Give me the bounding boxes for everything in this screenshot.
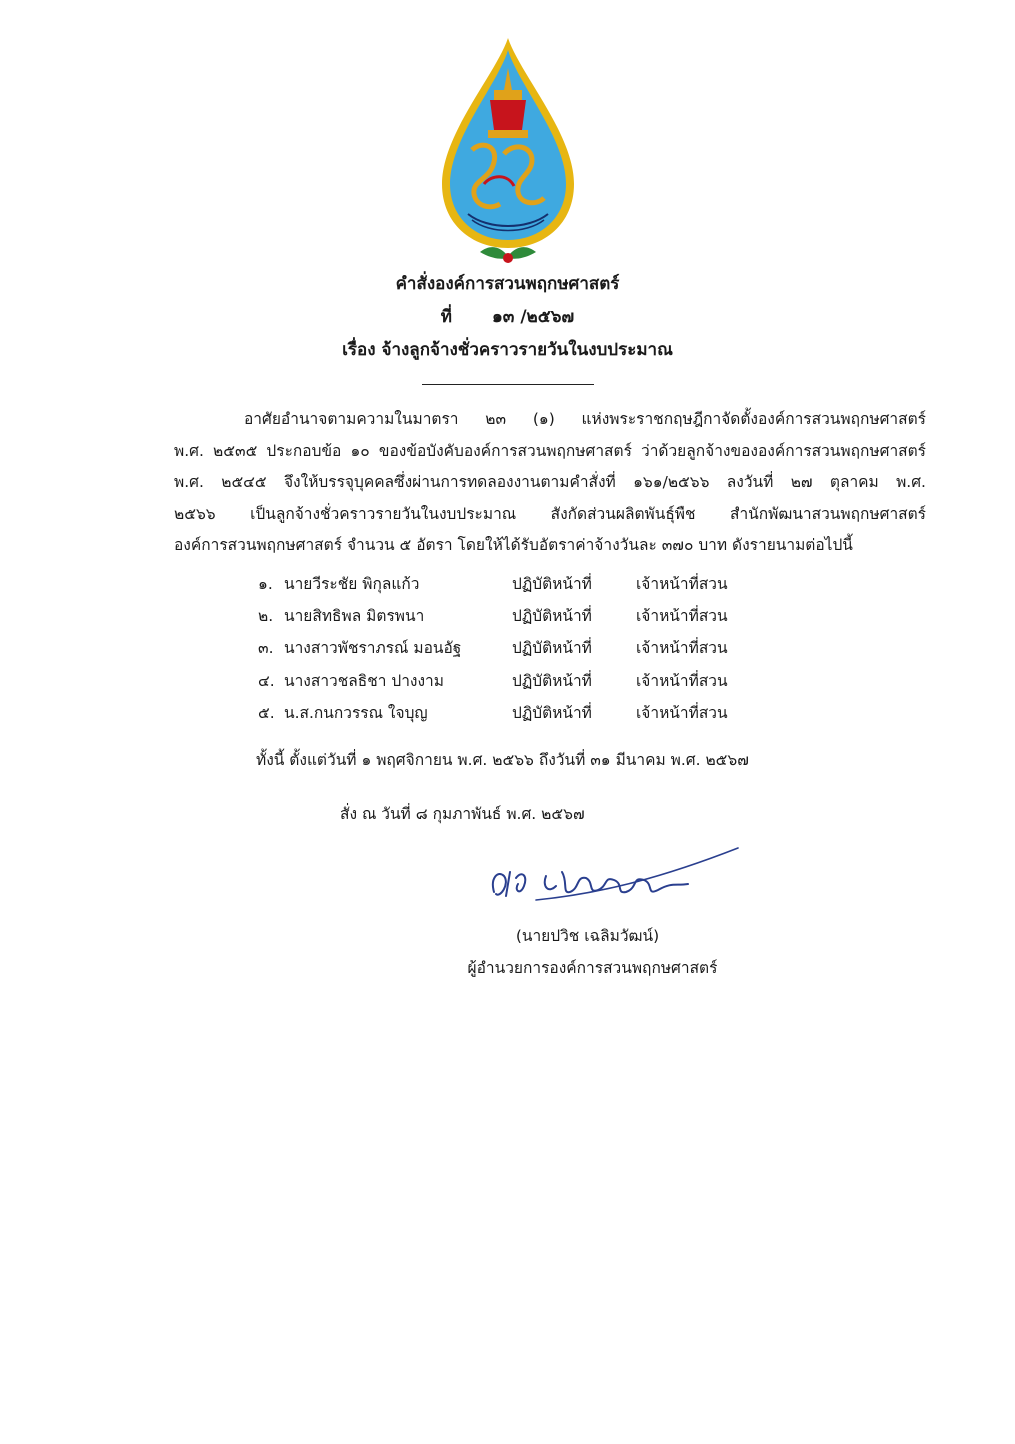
item-number: ๔. [258, 671, 275, 690]
order-number-label: ที่ [440, 307, 453, 327]
body-line: พ.ศ. ๒๕๔๕ จึงให้บรรจุบุคคลซึ่งผ่านการทดลองงานตามคำสั่งที่ ๑๖๑/๒๕๖๖ ลงวันที่ ๒๗ ตุลาคม พ.ศ. [174, 473, 926, 492]
item-number: ๑. [258, 575, 273, 593]
signature [476, 842, 746, 912]
position-title: เจ้าหน้าที่สวน [636, 639, 728, 658]
body-line: อาศัยอำนาจตามความในมาตรา ๒๓ (๑) แห่งพระราชกฤษฎีกาจัดตั้งองค์การสวนพฤกษศาสตร์ [244, 410, 926, 428]
appointee-name: น.ส.กนกวรรณ ใจบุญ [284, 703, 428, 722]
appointee-name: นางสาวพัชราภรณ์ มอนอัฐ [284, 639, 462, 658]
duty-label: ปฏิบัติหน้าที่ [512, 703, 592, 722]
duty-label: ปฏิบัติหน้าที่ [512, 671, 592, 690]
signer-name: (นายปวิช เฉลิมวัฒน์) [515, 927, 660, 945]
body-line: ๒๕๖๖ เป็นลูกจ้างชั่วคราวรายวันในงบประมาณ สังกัดส่วนผลิตพันธุ์พืช สำนักพัฒนาสวนพฤกษศาสตร์ [174, 504, 926, 523]
duty-label: ปฏิบัติหน้าที่ [512, 575, 592, 593]
order-number-value: ๑๓ /๒๕๖๗ [492, 307, 575, 327]
body-line: พ.ศ. ๒๕๓๕ ประกอบข้อ ๑๐ ของข้อบังคับองค์การสวนพฤกษศาสตร์ ว่าด้วยลูกจ้างขององค์การสวนพฤกษศาสตร์ [174, 441, 926, 460]
body-paragraph [174, 404, 926, 562]
signature-icon [476, 842, 746, 912]
signer-title: ผู้อำนวยการองค์การสวนพฤกษศาสตร์ [467, 959, 718, 977]
position-title: เจ้าหน้าที่สวน [636, 575, 728, 593]
order-subject: เรื่อง จ้างลูกจ้างชั่วคราวรายวันในงบประมาณ [342, 340, 673, 360]
position-title: เจ้าหน้าที่สวน [636, 607, 728, 626]
item-number: ๓. [258, 639, 274, 658]
duty-label: ปฏิบัติหน้าที่ [512, 607, 592, 626]
item-number: ๒. [258, 607, 274, 626]
order-number [0, 305, 1015, 329]
position-title: เจ้าหน้าที่สวน [636, 703, 728, 722]
appointee-name: นางสาวชลธิชา ปางงาม [284, 671, 444, 690]
heading-divider [422, 384, 594, 385]
botanical-garden-emblem-icon [428, 34, 588, 270]
body-line: องค์การสวนพฤกษศาสตร์ จำนวน ๕ อัตรา โดยให้ได้รับอัตราค่าจ้างวันละ ๓๗๐ บาท ดังรายนามต่อไปนี้ [174, 536, 853, 555]
appointee-name: นายสิทธิพล มิตรพนา [284, 607, 425, 626]
order-date: สั่ง ณ วันที่ ๘ กุมภาพันธ์ พ.ศ. ๒๕๖๗ [340, 805, 585, 823]
position-title: เจ้าหน้าที่สวน [636, 671, 728, 690]
duty-label: ปฏิบัติหน้าที่ [512, 639, 592, 658]
appointee-name: นายวีระชัย พิกุลแก้ว [284, 575, 420, 593]
employment-period: ทั้งนี้ ตั้งแต่วันที่ ๑ พฤศจิกายน พ.ศ. ๒๕๖๖ ถึงวันที่ ๓๑ มีนาคม พ.ศ. ๒๕๖๗ [256, 751, 749, 769]
org-logo [428, 34, 588, 270]
item-number: ๕. [258, 703, 275, 722]
order-title: คำสั่งองค์การสวนพฤกษศาสตร์ [395, 274, 620, 294]
